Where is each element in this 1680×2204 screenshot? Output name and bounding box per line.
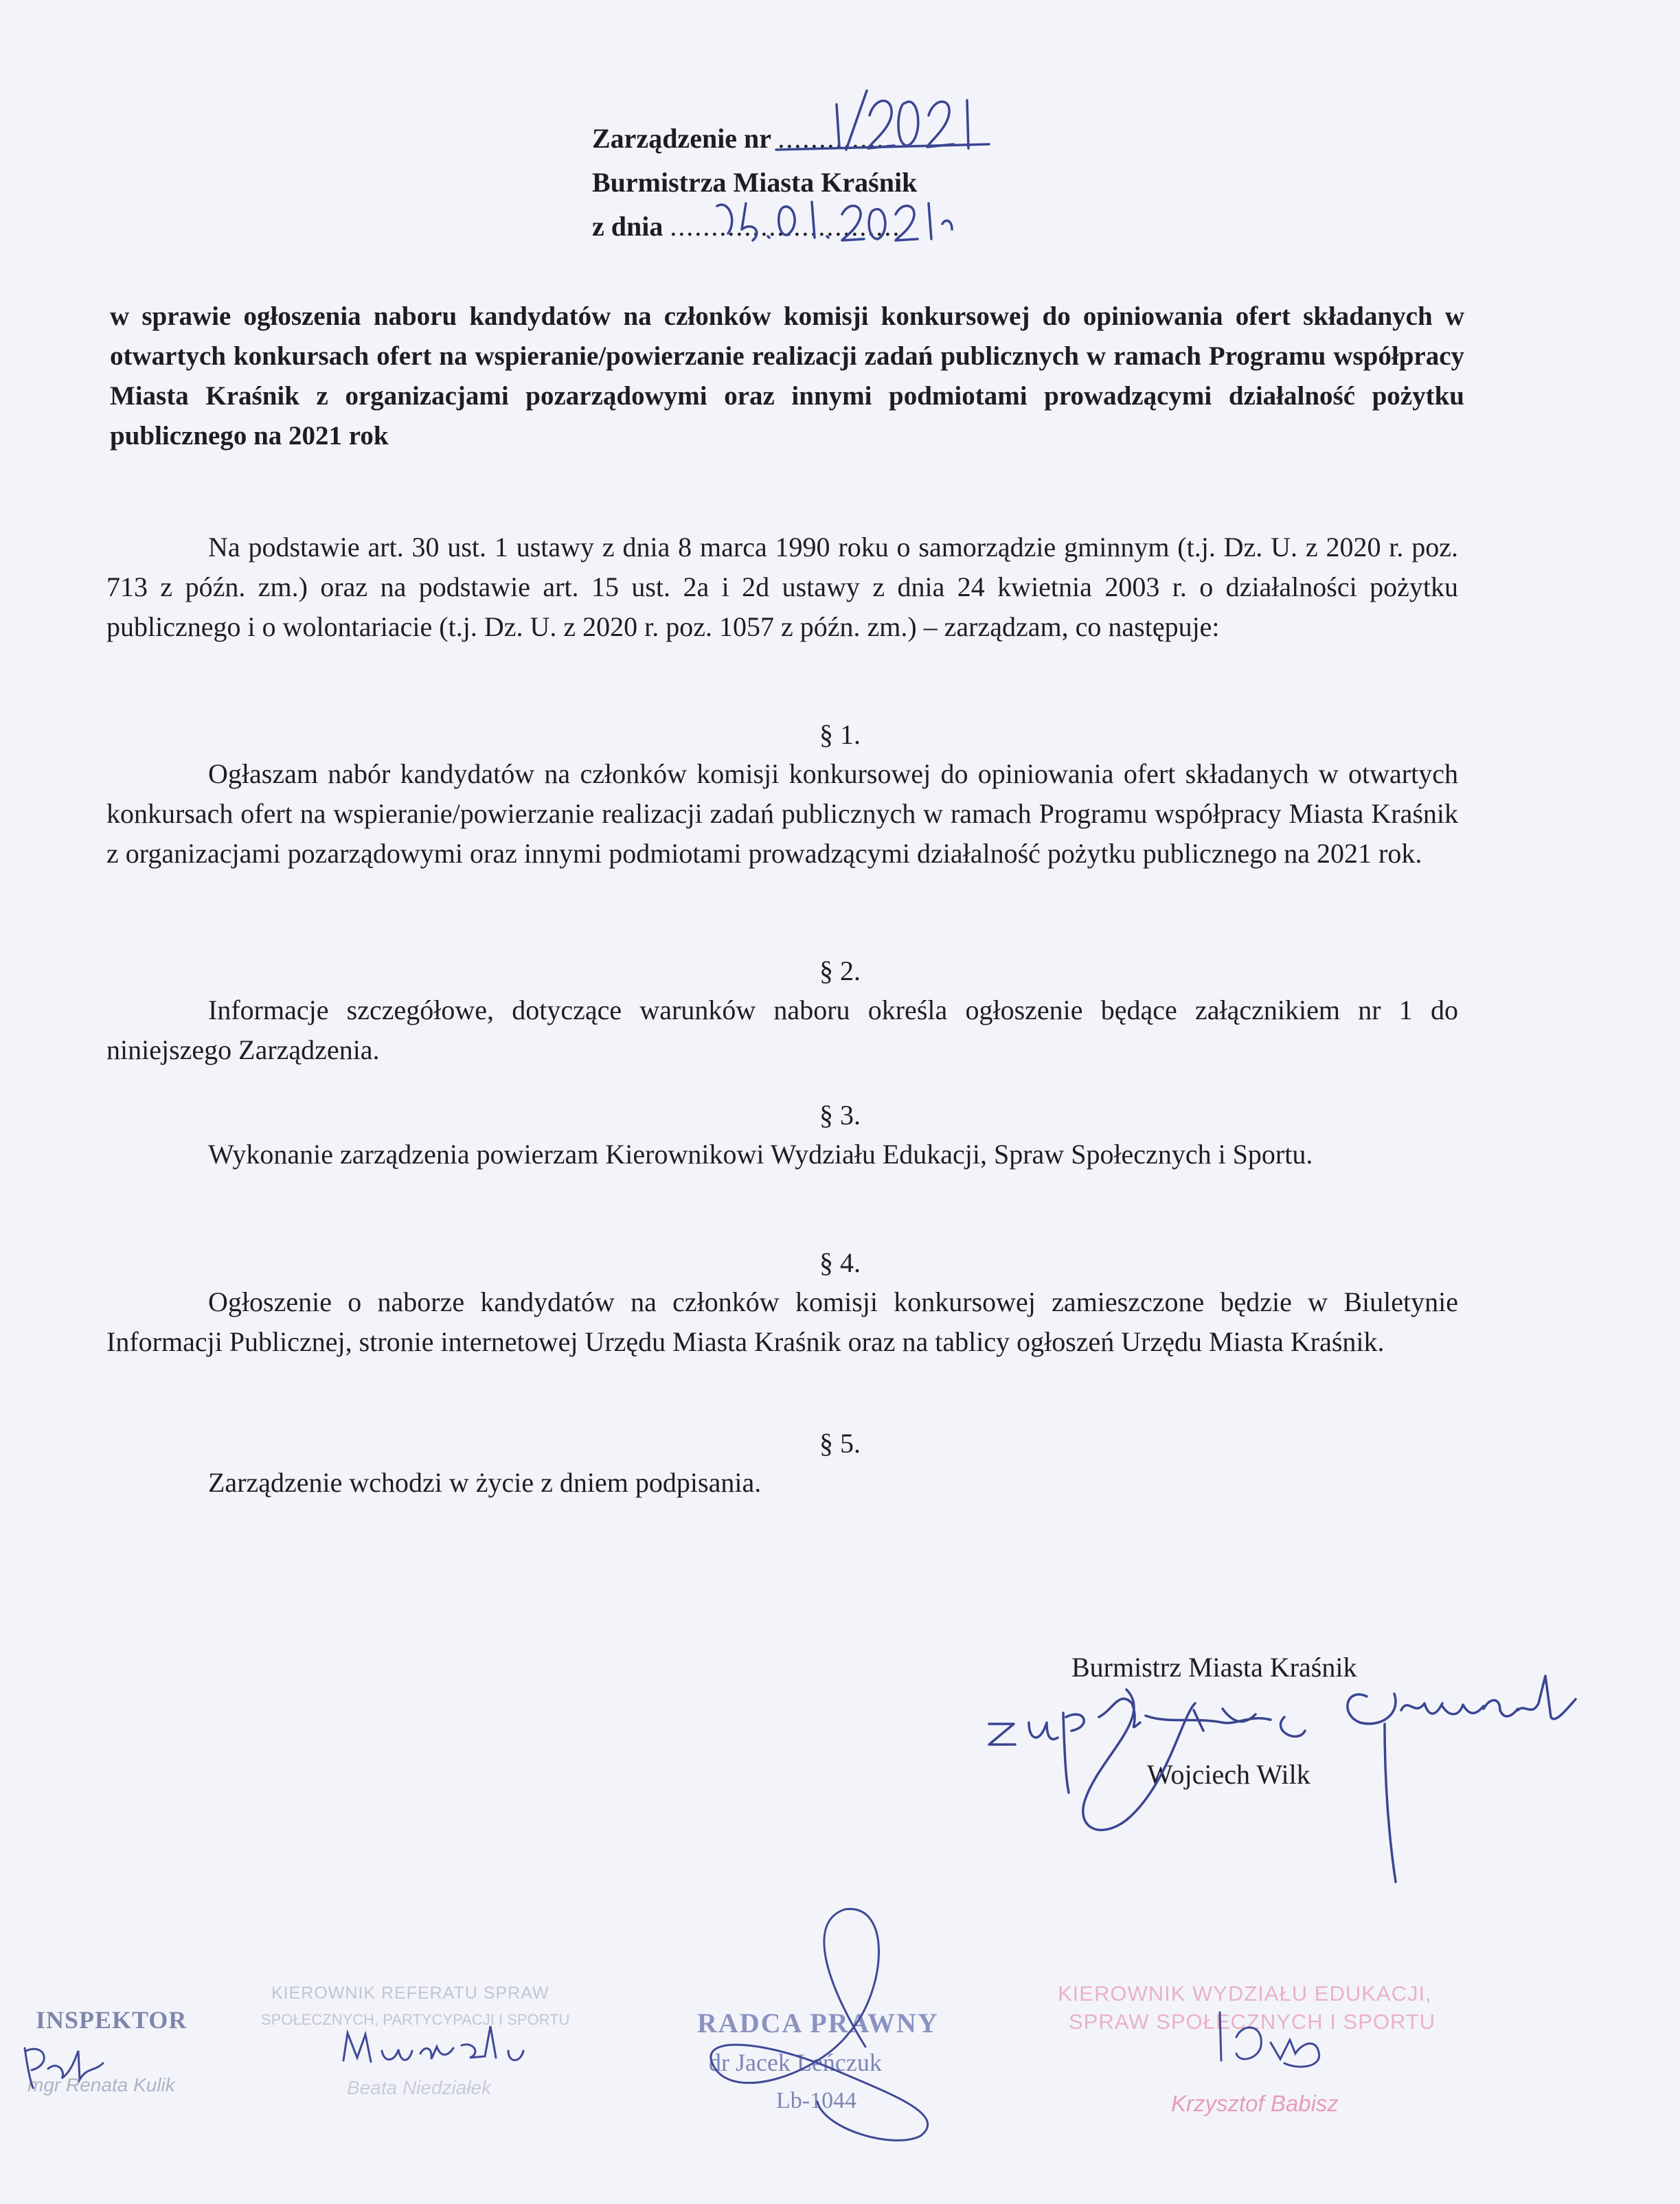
decree-date-label: z dnia [592,211,663,242]
section-4-text: Ogłoszenie o naborze kandydatów na członków komisji konkursowej zamieszczone będzie w Biuletynie Informacji Publicznej, stronie internetowej Urzędu Miasta Kraśnik oraz na tablicy ogłoszeń Urzędu Miasta Kraśnik. [106,1286,1458,1357]
stamp-referat-line2: SPOŁECZNYCH, PARTYCYPACJI I SPORTU [261,2011,570,2028]
section-2-text: Informacje szczegółowe, dotyczące warunków naboru określa ogłoszenie będące załącznikiem nr 1 do niniejszego Zarządzenia. [106,995,1458,1065]
decree-date-line [592,210,900,242]
section-1-number: § 1. [819,719,861,750]
referat-signature [343,2026,523,2062]
section-5-text: Zarządzenie wchodzi w życie z dniem podpisania. [208,1467,762,1498]
stamp-inspektor-title: INSPEKTOR [36,2006,188,2034]
stamp-radca-name: dr Jacek Leńczuk [709,2049,882,2076]
section-3-number: § 3. [819,1100,861,1131]
section-3-text: Wykonanie zarządzenia powierzam Kierownikowi Wydziału Edukacji, Spraw Społecznych i Sportu. [208,1139,1313,1170]
stamp-wydzial-name: Krzysztof Babisz [1171,2091,1339,2116]
section-1-text: Ogłaszam nabór kandydatów na członków komisji konkursowej do opiniowania ofert składanych w otwartych konkursach ofert na wspieranie/powierzanie realizacji zadań publicznych w ramach Programu współpracy Miasta Kraśnik z organizacjami pozarządowymi oraz innymi podmiotami prowadzącymi działalność pożytku publicznego na 2021 rok. [106,758,1458,869]
decree-subject: w sprawie ogłoszenia naboru kandydatów na członków komisji konkursowej do opiniowania ofert składanych w otwartych konkursach ofert na wspieranie/powierzanie realizacji zadań publicznych w ramach Programu współpracy Miasta Kraśnik z organizacjami pozarządowymi oraz innymi podmiotami prowadzącymi działalność pożytku publicznego na 2021 rok [110,302,1464,451]
stamp-referat-name: Beata Niedziałek [347,2077,492,2098]
stamp-wydzial-line1: KIEROWNIK WYDZIAŁU EDUKACJI, [1058,1981,1432,2006]
decree-number-dots: .............. [777,123,894,154]
decree-number-line [592,122,893,155]
decree-date-dots: ............................ [670,211,901,242]
signatory-title: Burmistrz Miasta Kraśnik [1071,1652,1357,1683]
section-2-number: § 2. [819,955,861,986]
stamp-wydzial-line2: SPRAW SPOŁECZNYCH I SPORTU [1069,2010,1436,2034]
stamp-radca-number: Lb-1044 [776,2088,857,2113]
signatory-name: Wojciech Wilk [1147,1759,1310,1790]
section-4-number: § 4. [819,1247,861,1278]
decree-number-label: Zarządzenie nr [592,123,771,154]
stamp-radca-title: RADCA PRAWNY [697,2008,939,2038]
section-5-number: § 5. [819,1428,861,1459]
stamp-inspektor-name: mgr Renata Kulik [27,2074,175,2095]
preamble: Na podstawie art. 30 ust. 1 ustawy z dnia 8 marca 1990 roku o samorządzie gminnym (t.j. Dz. U. z 2020 r. poz. 713 z późn. zm.) oraz na podstawie art. 15 ust. 2a i 2d ustawy z dnia 24 kwietnia 2003 r. o działalności pożytku publicznego i o wolontariacie (t.j. Dz. U. z 2020 r. poz. 1057 z późn. zm.) – zarządzam, co następuje: [106,532,1458,642]
decree-issuer: Burmistrza Miasta Kraśnik [592,167,918,198]
stamp-referat-line1: KIEROWNIK REFERATU SPRAW [271,1984,549,2003]
